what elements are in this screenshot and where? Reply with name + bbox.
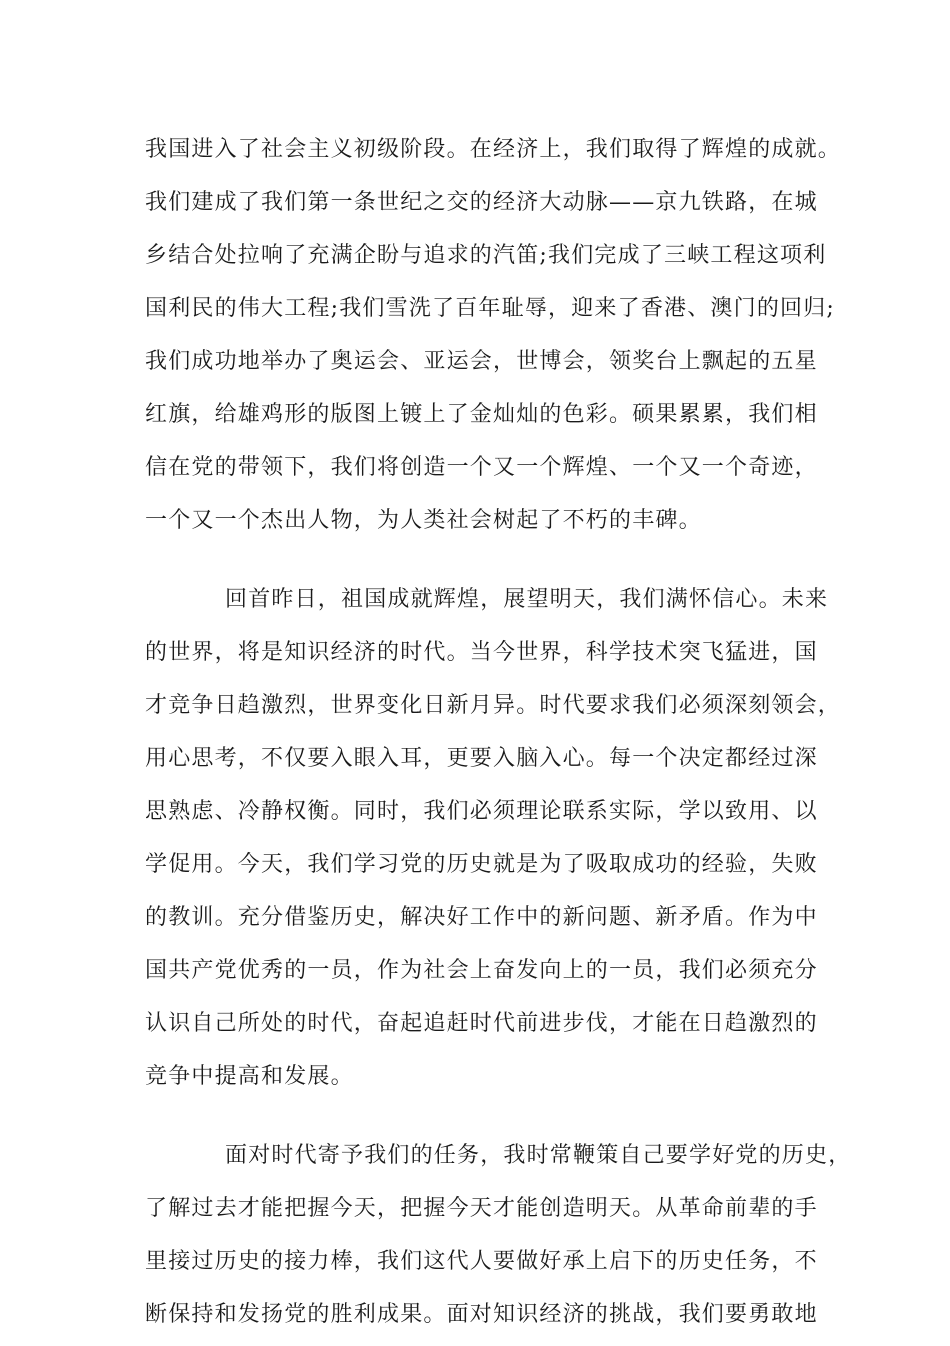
- text-line: 回首昨日，祖国成就辉煌，展望明天，我们满怀信心。未来: [225, 587, 829, 612]
- text-line: 我们成功地举办了奥运会、亚运会，世博会，领奖台上飘起的五星: [145, 349, 818, 374]
- text-line: 认识自己所处的时代，奋起追赶时代前进步伐，才能在日趋激烈的: [145, 1011, 818, 1036]
- text-line: 竞争中提高和发展。: [145, 1064, 354, 1089]
- text-line: 才竞争日趋激烈，世界变化日新月异。时代要求我们必须深刻领会，: [145, 693, 842, 718]
- paragraph-spacer: [145, 1108, 825, 1134]
- text-line: 的教训。充分借鉴历史，解决好工作中的新问题、新矛盾。作为中: [145, 905, 818, 930]
- text-line: 思熟虑、冷静权衡。同时，我们必须理论联系实际，学以致用、以: [145, 799, 818, 824]
- text-line: 了解过去才能把握今天，把握今天才能创造明天。从革命前辈的手: [145, 1196, 818, 1221]
- text-line: 里接过历史的接力棒，我们这代人要做好承上启下的历史任务，不: [145, 1249, 818, 1274]
- document-body: [145, 128, 852, 1346]
- text-line: 学促用。今天，我们学习党的历史就是为了吸取成功的经验，失败: [145, 852, 818, 877]
- text-line: 我们建成了我们第一条世纪之交的经济大动脉——京九铁路，在城: [145, 190, 818, 215]
- paragraph: [145, 128, 842, 552]
- paragraph: [145, 1134, 852, 1346]
- text-line: 国共产党优秀的一员，作为社会上奋发向上的一员，我们必须充分: [145, 958, 818, 983]
- text-line: 一个又一个杰出人物，为人类社会树起了不朽的丰碑。: [145, 508, 702, 533]
- paragraph-spacer: [145, 552, 825, 578]
- text-line: 乡结合处拉响了充满企盼与追求的汽笛;我们完成了三峡工程这项利: [145, 243, 827, 268]
- text-line: 用心思考，不仅要入眼入耳，更要入脑入心。每一个决定都经过深: [145, 746, 818, 771]
- text-line: 信在党的带领下，我们将创造一个又一个辉煌、一个又一个奇迹，: [145, 455, 818, 480]
- text-line: 红旗，给雄鸡形的版图上镀上了金灿灿的色彩。硕果累累，我们相: [145, 402, 818, 427]
- text-line: 断保持和发扬党的胜利成果。面对知识经济的挑战，我们要勇敢地: [145, 1302, 818, 1327]
- text-line: 我国进入了社会主义初级阶段。在经济上，我们取得了辉煌的成就。: [145, 137, 842, 162]
- text-line: 面对时代寄予我们的任务，我时常鞭策自己要学好党的历史，: [225, 1143, 852, 1168]
- text-line: 国利民的伟大工程;我们雪洗了百年耻辱，迎来了香港、澳门的回归;: [145, 296, 836, 321]
- paragraph: [145, 578, 842, 1108]
- text-line: 的世界，将是知识经济的时代。当今世界，科学技术突飞猛进，国: [145, 640, 818, 665]
